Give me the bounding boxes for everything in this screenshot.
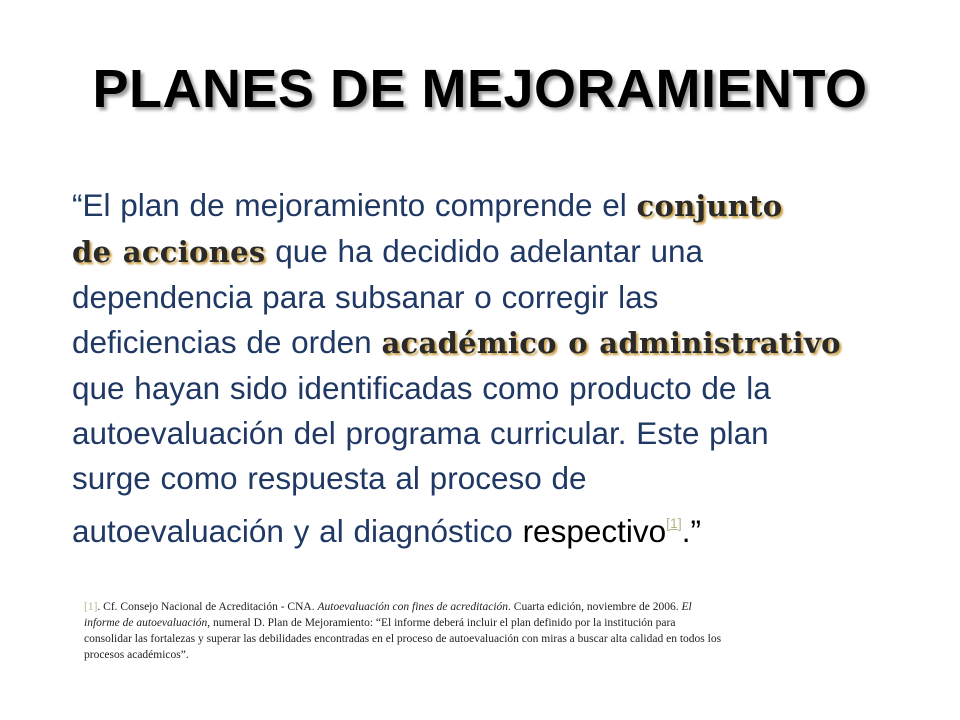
footnote-line-1: [84, 599, 844, 615]
footnote-italic-text: Autoevaluación con fines de acreditación: [317, 601, 509, 613]
footnote-text: , numeral D. Plan de Mejoramiento: “El informe deberá incluir el plan definido por la institución para: [207, 617, 676, 629]
quote-paragraph: [72, 183, 902, 554]
emphasis-text: conjunto: [636, 189, 783, 223]
quote-text: autoevaluación y al diagnóstico: [72, 513, 523, 549]
quote-line-2: [72, 229, 902, 275]
footnote-line-3: consolidar las fortalezas y superar las debilidades encontradas en el proceso de autoevaluación con miras a buscar alta calidad en todos los: [84, 633, 722, 645]
quote-line-5: que hayan sido identificadas como producto de la: [72, 370, 771, 406]
quote-closing: .”: [681, 513, 701, 549]
quote-text: deficiencias de orden: [72, 324, 382, 360]
quote-text: “El plan de mejoramiento comprende el: [72, 187, 637, 223]
emphasis-text: académico o administrativo: [381, 326, 841, 360]
quote-line-1: [72, 183, 902, 229]
quote-text-black: respectivo: [522, 513, 667, 549]
footnote-reference-link[interactable]: [1]: [666, 515, 682, 531]
quote-line-6: autoevaluación del programa curricular. Este plan: [72, 415, 769, 451]
footnote-marker[interactable]: [1]: [84, 601, 98, 613]
quote-line-3: dependencia para subsanar o corregir las: [72, 279, 659, 315]
footnote-text: . Cf. Consejo Nacional de Acreditación - CNA.: [97, 601, 318, 613]
footnote-italic-text: informe de autoevaluación: [84, 617, 208, 629]
footnote-line-2: [84, 615, 844, 631]
emphasis-text: de acciones: [72, 235, 266, 269]
quote-line-7: surge como respuesta al proceso de: [72, 460, 587, 496]
footnote-text: . Cuarta edición, noviembre de 2006.: [508, 601, 682, 613]
quote-text: que ha decidido adelantar una: [265, 233, 704, 269]
slide-title: PLANES DE MEJORAMIENTO: [92, 59, 868, 119]
quote-line-4: [72, 320, 902, 366]
quote-line-8: [72, 501, 902, 554]
footnote: [84, 599, 844, 663]
footnote-line-4: procesos académicos”.: [84, 649, 189, 661]
footnote-italic-text: El: [681, 601, 692, 613]
